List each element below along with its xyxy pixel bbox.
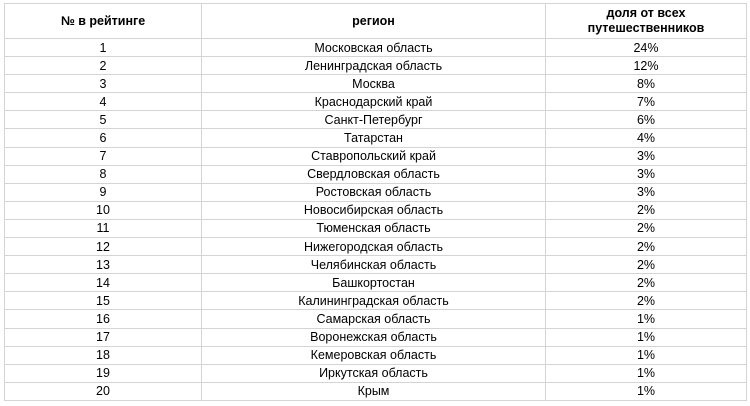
cell-region: Крым [202, 382, 546, 400]
cell-region: Московская область [202, 39, 546, 57]
cell-region: Свердловская область [202, 165, 546, 183]
cell-region: Санкт-Петербург [202, 111, 546, 129]
cell-rank: 5 [5, 111, 202, 129]
cell-rank: 17 [5, 328, 202, 346]
cell-rank: 15 [5, 292, 202, 310]
cell-rank: 1 [5, 39, 202, 57]
cell-region: Челябинская область [202, 256, 546, 274]
cell-rank: 16 [5, 310, 202, 328]
table-row [5, 382, 747, 400]
cell-region: Тюменская область [202, 219, 546, 237]
table-row [5, 328, 747, 346]
cell-share: 1% [546, 364, 747, 382]
cell-share: 1% [546, 328, 747, 346]
cell-share: 3% [546, 183, 747, 201]
cell-share: 8% [546, 75, 747, 93]
cell-rank: 2 [5, 57, 202, 75]
table-row [5, 165, 747, 183]
cell-rank: 13 [5, 256, 202, 274]
table-row [5, 256, 747, 274]
cell-rank: 6 [5, 129, 202, 147]
cell-region: Самарская область [202, 310, 546, 328]
table-row [5, 292, 747, 310]
table-row [5, 75, 747, 93]
table-row [5, 310, 747, 328]
cell-region: Ленинградская область [202, 57, 546, 75]
cell-region: Ставропольский край [202, 147, 546, 165]
cell-share: 2% [546, 274, 747, 292]
cell-share: 7% [546, 93, 747, 111]
table-row [5, 129, 747, 147]
cell-share: 6% [546, 111, 747, 129]
cell-rank: 4 [5, 93, 202, 111]
table-row [5, 147, 747, 165]
header-rank: № в рейтинге [5, 4, 202, 39]
table-row [5, 183, 747, 201]
ranking-table [4, 3, 747, 401]
table-row [5, 39, 747, 57]
header-region: регион [202, 4, 546, 39]
cell-region: Татарстан [202, 129, 546, 147]
cell-share: 2% [546, 238, 747, 256]
table-row [5, 274, 747, 292]
cell-region: Краснодарский край [202, 93, 546, 111]
cell-rank: 11 [5, 219, 202, 237]
cell-region: Иркутская область [202, 364, 546, 382]
cell-rank: 19 [5, 364, 202, 382]
table-row [5, 201, 747, 219]
cell-rank: 18 [5, 346, 202, 364]
table-row [5, 111, 747, 129]
table-row [5, 364, 747, 382]
table-row [5, 238, 747, 256]
cell-region: Новосибирская область [202, 201, 546, 219]
table-row [5, 93, 747, 111]
table-row [5, 57, 747, 75]
cell-region: Воронежская область [202, 328, 546, 346]
cell-share: 2% [546, 219, 747, 237]
cell-share: 1% [546, 382, 747, 400]
cell-share: 1% [546, 346, 747, 364]
cell-rank: 10 [5, 201, 202, 219]
cell-rank: 9 [5, 183, 202, 201]
cell-share: 1% [546, 310, 747, 328]
cell-rank: 8 [5, 165, 202, 183]
cell-region: Кемеровская область [202, 346, 546, 364]
cell-rank: 20 [5, 382, 202, 400]
cell-region: Москва [202, 75, 546, 93]
cell-share: 24% [546, 39, 747, 57]
cell-share: 2% [546, 201, 747, 219]
cell-region: Башкортостан [202, 274, 546, 292]
cell-share: 12% [546, 57, 747, 75]
cell-share: 3% [546, 147, 747, 165]
cell-rank: 3 [5, 75, 202, 93]
cell-rank: 12 [5, 238, 202, 256]
cell-share: 4% [546, 129, 747, 147]
cell-region: Ростовская область [202, 183, 546, 201]
cell-share: 3% [546, 165, 747, 183]
header-share: доля от всех путешественников [546, 4, 747, 39]
cell-region: Нижегородская область [202, 238, 546, 256]
cell-region: Калининградская область [202, 292, 546, 310]
cell-rank: 14 [5, 274, 202, 292]
header-row [5, 4, 747, 39]
table-row [5, 346, 747, 364]
cell-share: 2% [546, 292, 747, 310]
table-row [5, 219, 747, 237]
cell-share: 2% [546, 256, 747, 274]
cell-rank: 7 [5, 147, 202, 165]
